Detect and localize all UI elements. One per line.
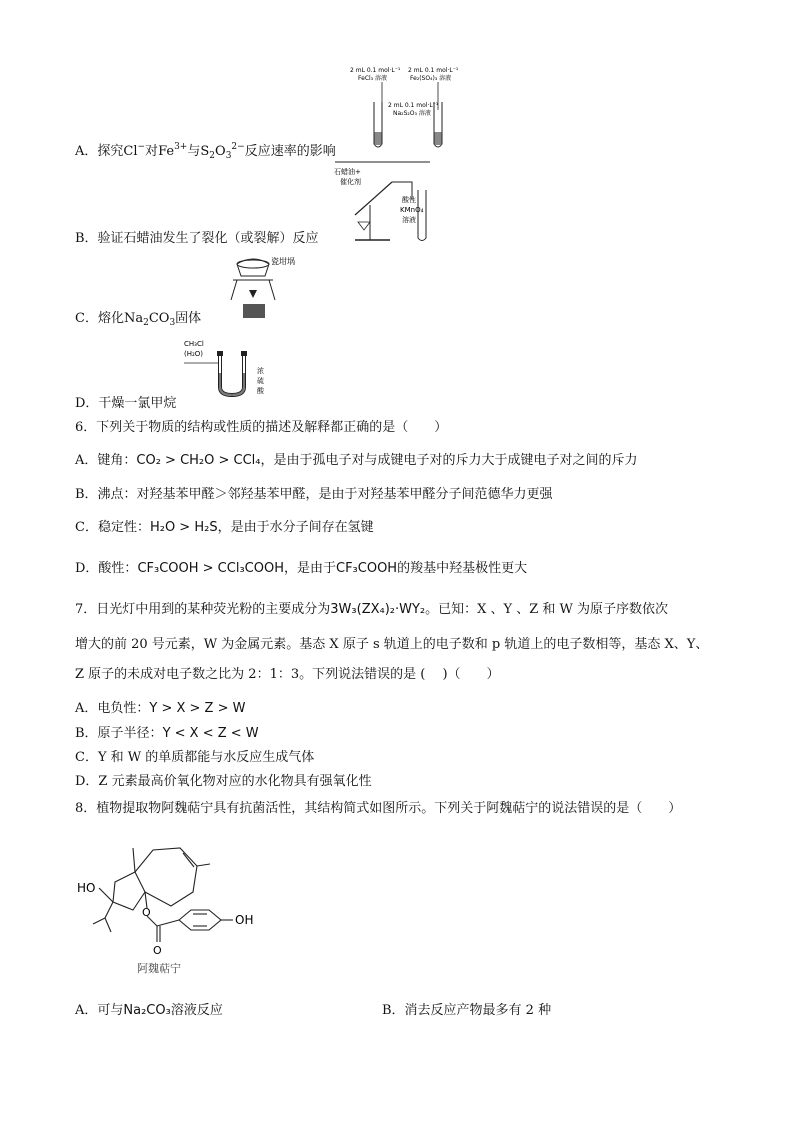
figure-test-tubes	[348, 62, 458, 152]
label-carbonyl-o: O	[153, 944, 162, 957]
q5-option-a: A．探究Cl−对$Fe^{3+}$与$S_2O_3^{2-}$反应速率的影响	[75, 142, 336, 161]
structure-caption: 阿魏萜宁	[137, 962, 181, 975]
q7-option-d: D．Z 元素最高价氧化物对应的水化物具有强氧化性	[75, 774, 372, 789]
q7-stem-line1: 7．日光灯中用到的某种荧光粉的主要成分为3W₃(ZX₄)₂·WY₂。已知：X 、Y 、Z 和 W 为原子序数依次	[75, 602, 669, 617]
q6-option-d: D．酸性：CF₃COOH > CCl₃COOH，是由于CF₃COOH的羧基中羟基极性更大	[75, 561, 528, 576]
figure-cracking-apparatus	[330, 160, 435, 245]
label-kmno4: KMnO₄	[400, 206, 424, 214]
q5-option-d: D．干燥一氯甲烷	[75, 396, 177, 411]
label-na2s2o3: Na₂S₂O₃ 溶液	[393, 110, 431, 117]
q8-option-b: B．消去反应产物最多有 2 种	[382, 1003, 552, 1018]
label-ho: HO	[77, 881, 96, 895]
q6-stem: 6．下列关于物质的结构或性质的描述及解释都正确的是（ ）	[75, 420, 448, 435]
label-oh: OH	[235, 913, 254, 927]
label-fe2so43: Fe₂(SO₄)₃ 溶液	[410, 75, 452, 82]
q5-option-b: B．验证石蜡油发生了裂化（或裂解）反应	[75, 231, 319, 246]
label-h2o: (H₂O)	[184, 350, 204, 358]
figure-afetinone-structure	[75, 830, 275, 980]
q6-option-a: A．键角：CO₂ > CH₂O > CCl₄，是由于孤电子对与成键电子对的斥力大于成键电子对之间的斥力	[75, 453, 638, 468]
q7-option-c: C．Y 和 W 的单质都能与水反应生成气体	[75, 750, 315, 765]
label-acidic: 酸性	[402, 196, 416, 204]
q7-stem-line3: Z 原子的未成对电子数之比为 2：1：3。下列说法错误的是 ( )（ ）	[75, 667, 500, 682]
q6-option-b: B．沸点：对羟基苯甲醛＞邻羟基苯甲醛，是由于对羟基苯甲醛分子间范德华力更强	[75, 487, 553, 502]
q7-option-a: A．电负性：Y > X > Z > W	[75, 701, 246, 716]
figure-crucible	[225, 252, 305, 322]
figure-u-tube	[182, 337, 282, 399]
label-catalyst: 催化剂	[340, 178, 361, 186]
label-porcelain-crucible: 瓷坩埚	[271, 257, 295, 266]
label-solution: 溶液	[402, 216, 416, 224]
label-ester-o: O	[142, 906, 151, 919]
label-conc: 浓	[257, 367, 264, 375]
label-fecl3: FeCl₃ 溶液	[358, 75, 387, 82]
q7-option-b: B．原子半径：Y < X < Z < W	[75, 726, 259, 741]
q6-option-c: C．稳定性：H₂O > H₂S，是由于水分子间存在氢键	[75, 520, 374, 535]
label-acid: 酸	[257, 387, 264, 395]
q8-stem: 8．植物提取物阿魏萜宁具有抗菌活性，其结构简式如图所示。下列关于阿魏萜宁的说法错误的是（ ）	[75, 801, 682, 816]
q8-option-a: A．可与Na₂CO₃溶液反应	[75, 1003, 223, 1018]
label-fe2so43-conc: 2 mL 0.1 mol·L⁻¹	[408, 67, 458, 74]
label-fecl3-conc: 2 mL 0.1 mol·L⁻¹	[350, 67, 401, 74]
q7-stem-line2: 增大的前 20 号元素，W 为金属元素。基态 X 原子 s 轨道上的电子数和 p 轨道上的电子数相等，基态 X、Y、	[75, 637, 709, 652]
label-na2s2o3-conc: 2 mL 0.1 mol·L⁻¹	[388, 102, 439, 109]
q5-option-c: C．熔化$Na_2CO_3$固体	[75, 311, 202, 328]
label-ch3cl: CH₃Cl	[184, 340, 204, 348]
label-paraffin: 石蜡油+	[334, 168, 361, 176]
label-sulfur: 硫	[257, 377, 264, 385]
